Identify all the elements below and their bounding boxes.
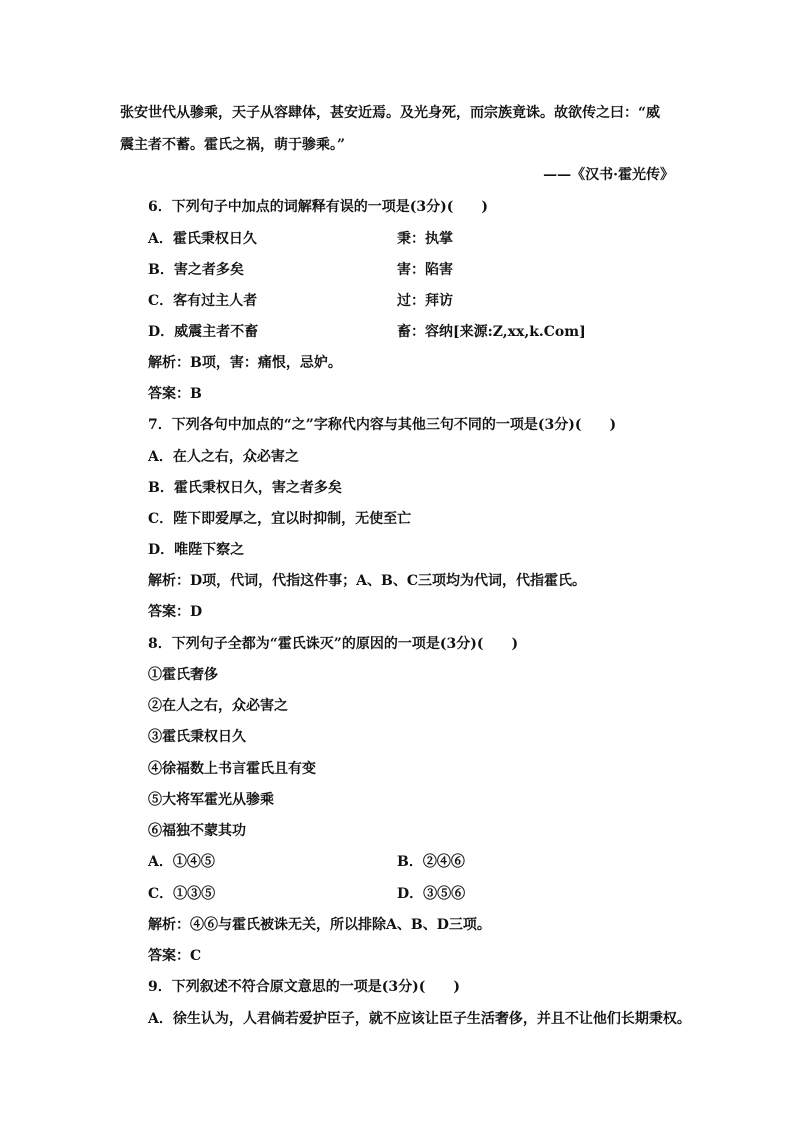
q8-option-b: B．②④⑥ (397, 854, 465, 870)
q6-option-d-explanation: 畜：容纳[来源:Z,xx,k.Com] (397, 324, 586, 340)
q6-option-b-explanation: 害：陷害 (397, 262, 453, 278)
q6-option-b: B．害之者多矣 (148, 262, 244, 278)
q7-analysis: 解析：D项，代词，代指这件事；A、B、C三项均为代词，代指霍氏。 (148, 573, 586, 589)
passage-line-2: 震主者不蓄。霍氏之祸，萌于骖乘。” (120, 137, 346, 153)
q7-option-b: B．霍氏秉权日久，害之者多矣 (148, 480, 342, 496)
q8-item-5: ⑤大将军霍光从骖乘 (148, 792, 274, 808)
q8-option-c: C．①③⑤ (148, 886, 216, 902)
q6-option-d: D．威震主者不畜 (148, 324, 259, 340)
q6-answer: 答案：B (148, 386, 202, 402)
q6-option-c: C．客有过主人者 (148, 293, 258, 309)
q7-option-a: A．在人之右，众必害之 (148, 449, 299, 465)
q6-stem: 6．下列句子中加点的词解释有误的一项是(3分)( ) (148, 199, 488, 215)
q9-option-a: A．徐生认为，人君倘若爱护臣子，就不应该让臣子生活奢侈，并且不让他们长期秉权。 (148, 1011, 691, 1027)
q8-item-1: ①霍氏奢侈 (148, 667, 218, 683)
q8-item-4: ④徐福数上书言霍氏且有变 (148, 761, 316, 777)
q7-option-d: D．唯陛下察之 (148, 542, 245, 558)
q8-item-6: ⑥福独不蒙其功 (148, 823, 246, 839)
q8-item-3: ③霍氏秉权日久 (148, 729, 246, 745)
q8-option-d: D．③⑤⑥ (397, 886, 466, 902)
passage-line-1: 张安世代从骖乘，天子从容肆体，甚安近焉。及光身死，而宗族竟诛。故欲传之曰：“威 (120, 105, 661, 121)
q8-option-a: A．①④⑤ (148, 854, 215, 870)
q7-answer: 答案：D (148, 604, 203, 620)
q8-answer: 答案：C (148, 948, 202, 964)
q8-item-2: ②在人之右，众必害之 (148, 698, 288, 714)
q9-stem: 9．下列叙述不符合原文意思的一项是(3分)( ) (148, 979, 460, 995)
q6-option-a: A．霍氏秉权日久 (148, 231, 257, 247)
passage-source: ——《汉书·霍光传》 (543, 167, 674, 183)
q6-option-a-explanation: 秉：执掌 (397, 231, 453, 247)
q6-option-c-explanation: 过：拜访 (397, 293, 453, 309)
q8-stem: 8．下列句子全都为“霍氏诛灭”的原因的一项是(3分)( ) (148, 636, 519, 652)
q8-analysis: 解析：④⑥与霍氏被诛无关，所以排除A、B、D三项。 (148, 917, 491, 933)
q7-option-c: C．陛下即爱厚之，宜以时抑制，无使至亡 (148, 511, 412, 527)
q6-analysis: 解析：B项，害：痛恨，忌妒。 (148, 355, 342, 371)
q7-stem: 7．下列各句中加点的“之”字称代内容与其他三句不同的一项是(3分)( ) (148, 417, 617, 433)
